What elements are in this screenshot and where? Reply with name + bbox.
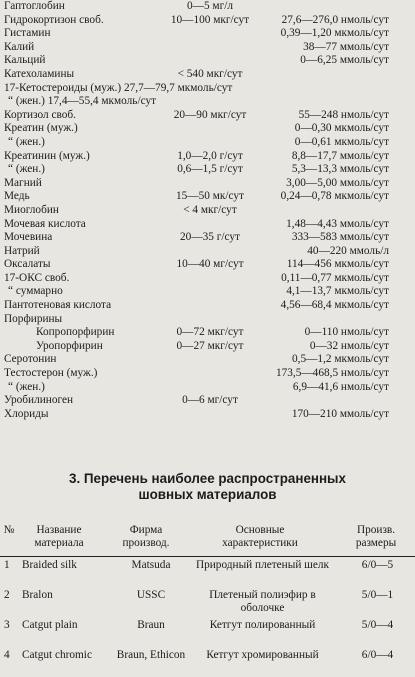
lab-name: Магний — [4, 176, 42, 189]
lab-row — [0, 204, 415, 218]
lab-molar-range: 0—0,30 мкмоль/сут — [294, 122, 389, 135]
table-row — [0, 557, 415, 587]
lab-name: Оксалаты — [4, 258, 51, 271]
lab-molar-range: 4,56—68,4 мкмоль/сут — [280, 299, 389, 312]
lab-row — [0, 136, 415, 150]
lab-row — [0, 163, 415, 177]
lab-mass-range: 0,6—1,5 г/сут — [177, 163, 243, 176]
section-title-line-2: шовных материалов — [138, 487, 277, 502]
lab-row — [0, 0, 415, 14]
lab-molar-range: 170—210 ммоль/сут — [291, 407, 389, 420]
lab-name: 17-Кетостероиды (муж.) 27,7—79,7 мкмоль/сут — [4, 81, 233, 94]
section-title — [0, 471, 415, 503]
lab-row — [0, 394, 415, 408]
lab-name: “ (жен.) 17,4—55,4 мкмоль/сут — [8, 95, 157, 108]
lab-name: Копропорфирин — [36, 326, 115, 339]
lab-row — [0, 285, 415, 299]
lab-molar-range: 6,9—41,6 нмоль/сут — [292, 380, 389, 393]
lab-name: Гаптоглобин — [4, 0, 65, 12]
suture-materials-table — [0, 520, 415, 677]
lab-mass-range: 15—50 мк/сут — [176, 190, 244, 203]
lab-name: Тестостерон (муж.) — [4, 367, 98, 380]
lab-row — [0, 41, 415, 55]
lab-name: Калий — [4, 40, 35, 53]
lab-molar-range: 3,00—5,00 ммоль/сут — [286, 176, 389, 189]
lab-molar-range: 0,39—1,20 мкмоль/сут — [280, 27, 389, 40]
lab-molar-range: 0—0,61 мкмоль/сут — [294, 135, 389, 148]
table-row — [0, 617, 415, 647]
lab-row — [0, 367, 415, 381]
characteristics: Плетеный полиэфир в оболочке — [209, 589, 316, 614]
lab-row — [0, 150, 415, 164]
material-name: Bralon — [22, 589, 53, 601]
lab-molar-range: 55—248 нмоль/сут — [298, 108, 389, 121]
lab-row — [0, 408, 415, 422]
lab-row — [0, 14, 415, 28]
characteristics: Кетгут полированный — [209, 619, 316, 631]
lab-name: Кальций — [4, 54, 46, 67]
lab-row — [0, 326, 415, 340]
lab-row — [0, 109, 415, 123]
size-range: 6/0—5 — [361, 559, 394, 571]
characteristics: Природный плетеный шелк — [195, 559, 330, 571]
lab-name: Уропорфирин — [36, 339, 103, 352]
lab-row — [0, 190, 415, 204]
lab-row — [0, 272, 415, 286]
lab-molar-range: 333—583 ммоль/сут — [291, 231, 389, 244]
lab-name: Гидрокортизон своб. — [4, 13, 104, 26]
table-body — [0, 557, 415, 677]
lab-name: Медь — [4, 190, 30, 203]
row-num: 4 — [4, 649, 10, 661]
lab-molar-range: 0—110 нмоль/сут — [304, 326, 389, 339]
characteristics: Кетгут хромированный — [206, 649, 319, 661]
lab-molar-range: 0—6,25 ммоль/сут — [300, 54, 389, 67]
lab-mass-range: 0—72 мкг/сут — [176, 326, 244, 339]
size-range: 6/0—4 — [361, 649, 394, 661]
manufacturer: Braun — [137, 619, 165, 631]
lab-mass-range: 0—27 мкг/сут — [176, 339, 244, 352]
lab-mass-range: 0—5 мг/л — [187, 0, 233, 12]
row-num: 1 — [4, 559, 10, 571]
lab-row — [0, 54, 415, 68]
lab-molar-range: 0,5—1,2 мкмоль/сут — [291, 353, 389, 366]
table-header — [0, 520, 415, 557]
material-name: Braided silk — [22, 559, 77, 571]
row-num: 2 — [4, 589, 10, 601]
lab-name: “ суммарно — [8, 285, 63, 298]
lab-row — [0, 218, 415, 232]
lab-name: Гистамин — [4, 27, 51, 40]
lab-mass-range: 10—100 мкг/сут — [170, 13, 250, 26]
lab-molar-range: 0—32 нмоль/сут — [309, 339, 389, 352]
lab-molar-range: 40—220 ммоль/л — [307, 244, 389, 257]
lab-row — [0, 82, 415, 96]
lab-molar-range: 0,24—0,78 мкмоль/сут — [280, 190, 389, 203]
lab-mass-range: < 4 мкг/сут — [183, 203, 237, 216]
lab-name: Натрий — [4, 244, 40, 257]
lab-name: “ (жен.) — [8, 135, 45, 148]
header-firm: Фирма производ. — [122, 524, 170, 549]
header-size: Произв. размеры — [355, 524, 397, 549]
lab-name: Мочевая кислота — [4, 217, 86, 230]
lab-row — [0, 353, 415, 367]
lab-row — [0, 258, 415, 272]
size-range: 5/0—1 — [361, 589, 394, 601]
manufacturer: Matsuda — [131, 559, 171, 571]
lab-molar-range: 27,6—276,0 нмоль/сут — [281, 13, 389, 26]
lab-molar-range: 114—456 мкмоль/сут — [286, 258, 389, 271]
lab-row — [0, 245, 415, 259]
header-desc: Основные характеристики — [222, 524, 298, 549]
lab-mass-range: 0—6 мг/сут — [182, 394, 238, 407]
lab-molar-range: 38—77 ммоль/сут — [303, 40, 389, 53]
section-title-line-1: 3. Перечень наиболее распространенных — [69, 471, 346, 486]
lab-name: Пантотеновая кислота — [4, 299, 112, 312]
lab-name: Кортизол своб. — [4, 108, 76, 121]
lab-name: 17-ОКС своб. — [4, 271, 70, 284]
lab-row — [0, 299, 415, 313]
lab-molar-range: 5,3—13,3 ммоль/сут — [291, 163, 389, 176]
lab-name: Миоглобин — [4, 203, 59, 216]
header-name: Название материала — [34, 524, 84, 549]
material-name: Catgut chromic — [22, 649, 92, 661]
lab-row — [0, 313, 415, 327]
lab-row — [0, 122, 415, 136]
lab-name: Креатинин (муж.) — [4, 149, 90, 162]
lab-mass-range: 20—35 г/сут — [180, 231, 240, 244]
manufacturer: Braun, Ethicon — [116, 649, 186, 661]
lab-name: Креатин (муж.) — [4, 122, 78, 135]
lab-name: Уробилиноген — [4, 394, 74, 407]
lab-name: Катехоламины — [4, 67, 75, 80]
lab-name: “ (жен.) — [8, 163, 45, 176]
lab-row — [0, 340, 415, 354]
lab-name: Хлориды — [4, 407, 49, 420]
lab-row — [0, 381, 415, 395]
lab-name: Мочевина — [4, 231, 53, 244]
lab-molar-range: 1,48—4,43 ммоль/сут — [286, 217, 389, 230]
material-name: Catgut plain — [22, 619, 78, 631]
lab-mass-range: 1,0—2,0 г/сут — [177, 149, 243, 162]
row-num: 3 — [4, 619, 10, 631]
lab-row — [0, 177, 415, 191]
lab-molar-range: 0,11—0,77 мкмоль/сут — [281, 271, 389, 284]
lab-molar-range: 4,1—13,7 мкмоль/сут — [286, 285, 389, 298]
lab-row — [0, 95, 415, 109]
manufacturer: USSC — [136, 589, 166, 601]
lab-mass-range: 10—40 мг/сут — [176, 258, 244, 271]
lab-molar-range: 173,5—468,5 нмоль/сут — [275, 367, 389, 380]
lab-mass-range: 20—90 мкг/сут — [173, 108, 247, 121]
lab-mass-range: < 540 мкг/сут — [177, 67, 243, 80]
table-row — [0, 587, 415, 617]
size-range: 5/0—4 — [361, 619, 394, 631]
lab-row — [0, 27, 415, 41]
lab-molar-range: 8,8—17,7 ммоль/сут — [291, 149, 389, 162]
table-row — [0, 647, 415, 677]
lab-name: Порфирины — [4, 312, 63, 325]
lab-name: “ (жен.) — [8, 380, 45, 393]
lab-row — [0, 231, 415, 245]
lab-name: Серотонин — [4, 353, 57, 366]
lab-row — [0, 68, 415, 82]
header-num: № — [3, 524, 15, 536]
